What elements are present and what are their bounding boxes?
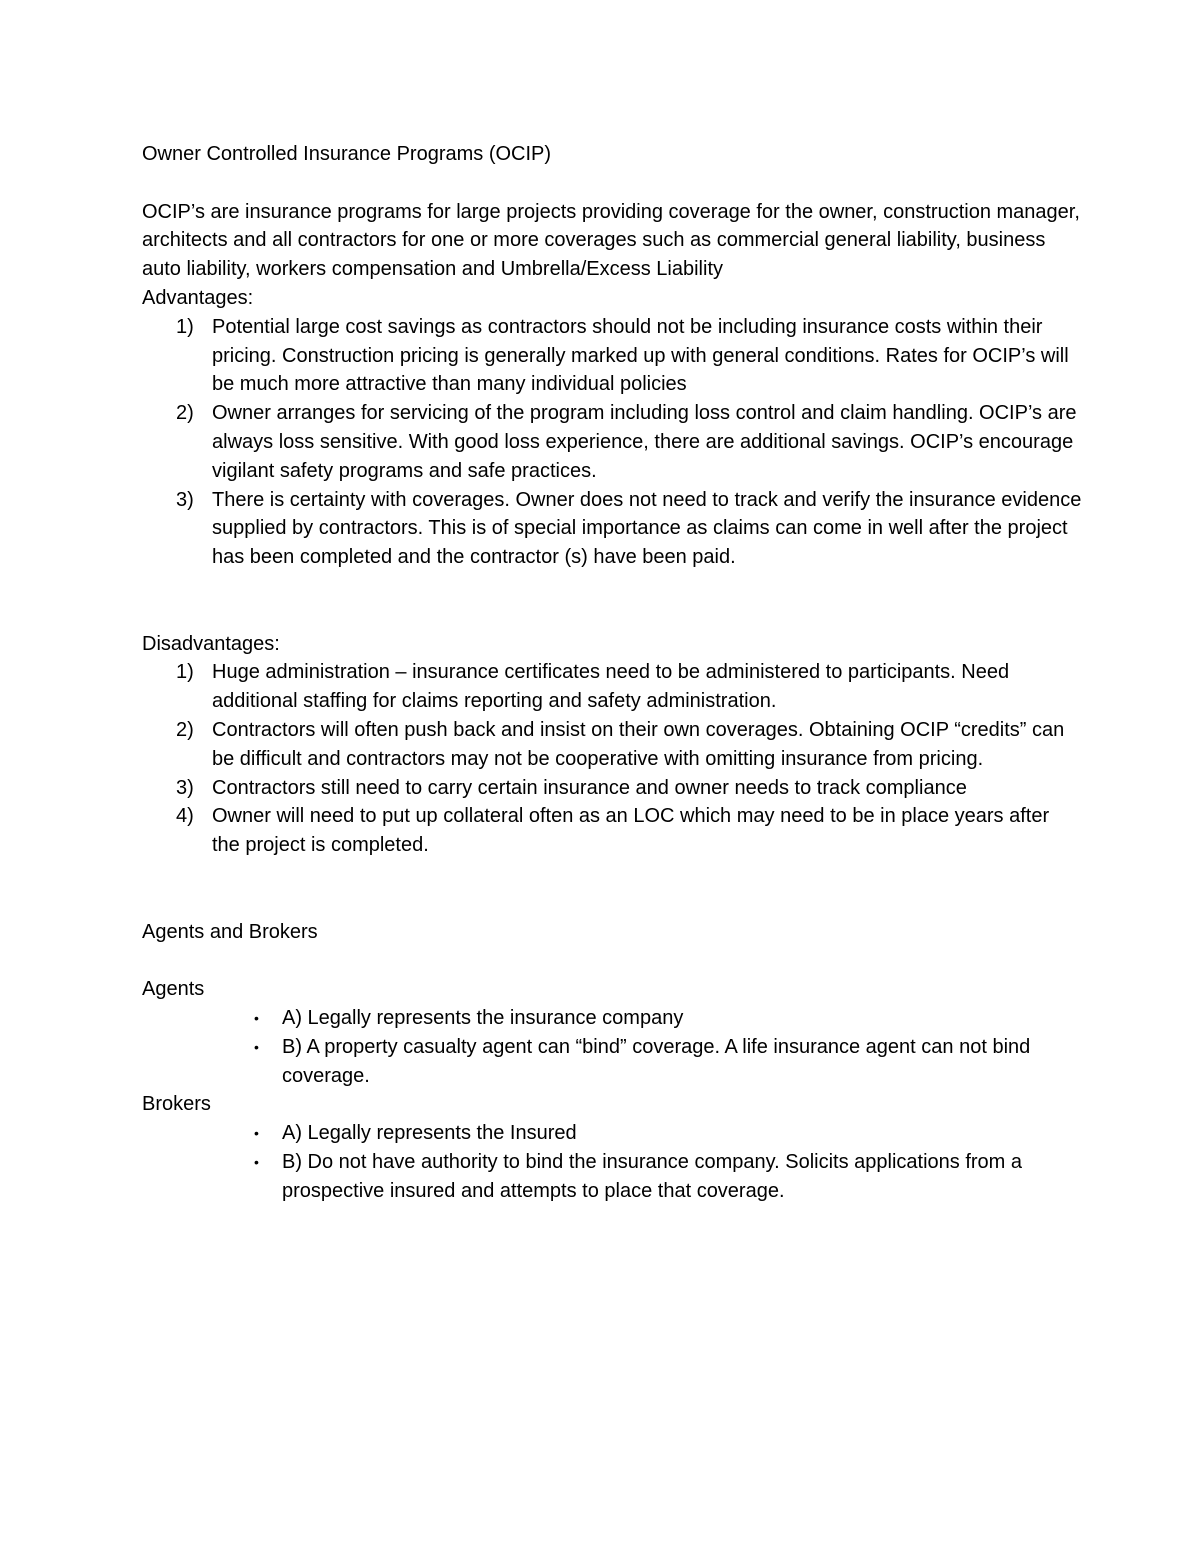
list-item	[142, 716, 1082, 774]
list-item	[142, 399, 1082, 485]
list-item-text: A) Legally represents the Insured	[282, 1122, 577, 1145]
brokers-list	[142, 1119, 1082, 1205]
list-item-text: B) A property casualty agent can “bind” coverage. A life insurance agent can not bind coverage.	[282, 1035, 1031, 1087]
spacer	[142, 169, 1082, 198]
list-item	[142, 774, 1082, 803]
list-number: 3)	[176, 776, 194, 799]
list-number: 2)	[176, 718, 194, 741]
list-item	[142, 1119, 1082, 1148]
agents-brokers-heading: Agents and Brokers	[142, 920, 318, 943]
agents-list	[142, 1004, 1082, 1090]
spacer	[142, 572, 1082, 630]
list-item-text: B) Do not have authority to bind the insurance company. Solicits applications from a prospective insured and attempts to place that coverage.	[282, 1150, 1023, 1202]
bullet-icon: •	[254, 1038, 259, 1055]
spacer	[142, 946, 1082, 975]
list-number: 2)	[176, 402, 194, 425]
document-title: Owner Controlled Insurance Programs (OCIP)	[142, 143, 552, 165]
list-number: 1)	[176, 661, 194, 684]
list-item-text: There is certainty with coverages. Owner does not need to track and verify the insurance evidence supplied by contractors. This is of special importance as claims can come in well after the project has been completed and the contractor (s) have been paid.	[212, 488, 1082, 569]
list-item	[142, 658, 1082, 716]
list-item	[142, 486, 1082, 572]
advantages-heading: Advantages:	[142, 286, 254, 309]
advantages-list	[142, 313, 1082, 572]
list-item-text: Huge administration – insurance certificates need to be administered to participants. Need additional staffing for claims reporting and safety administration.	[212, 661, 1010, 713]
intro-paragraph: OCIP’s are insurance programs for large projects providing coverage for the owner, construction manager, architects and all contractors for one or more coverages such as commercial general liability, business auto liability, workers compensation and Umbrella/Excess Liability	[142, 200, 1080, 281]
list-item-text: Owner will need to put up collateral often as an LOC which may need to be in place years after the project is completed.	[212, 805, 1050, 857]
list-item	[142, 802, 1082, 860]
document-page	[142, 140, 1082, 1205]
list-item-text: Contractors will often push back and insist on their own coverages. Obtaining OCIP “credits” can be difficult and contractors may not be cooperative with omitting insurance from pricing.	[212, 718, 1065, 770]
list-number: 1)	[176, 315, 194, 338]
disadvantages-heading: Disadvantages:	[142, 632, 280, 655]
bullet-icon: •	[254, 1153, 259, 1170]
disadvantages-list	[142, 658, 1082, 860]
bullet-icon: •	[254, 1125, 259, 1142]
list-number: 3)	[176, 488, 194, 511]
list-item	[142, 1004, 1082, 1033]
list-number: 4)	[176, 805, 194, 828]
brokers-heading: Brokers	[142, 1093, 211, 1116]
list-item	[142, 313, 1082, 399]
bullet-icon: •	[254, 1009, 259, 1026]
list-item-text: Potential large cost savings as contractors should not be including insurance costs within their pricing. Construction pricing is generally marked up with general conditions. Rates for OCIP’s will be much more attractive than many individual policies	[212, 315, 1069, 396]
spacer	[142, 860, 1082, 918]
list-item-text: Contractors still need to carry certain insurance and owner needs to track compliance	[212, 776, 967, 799]
list-item-text: A) Legally represents the insurance company	[282, 1006, 684, 1029]
list-item-text: Owner arranges for servicing of the program including loss control and claim handling. OCIP’s are always loss sensitive. With good loss experience, there are additional savings. OCIP’s encourage vigilant safety programs and safe practices.	[212, 402, 1077, 482]
agents-heading: Agents	[142, 978, 205, 1001]
list-item	[142, 1033, 1082, 1091]
list-item	[142, 1148, 1082, 1206]
